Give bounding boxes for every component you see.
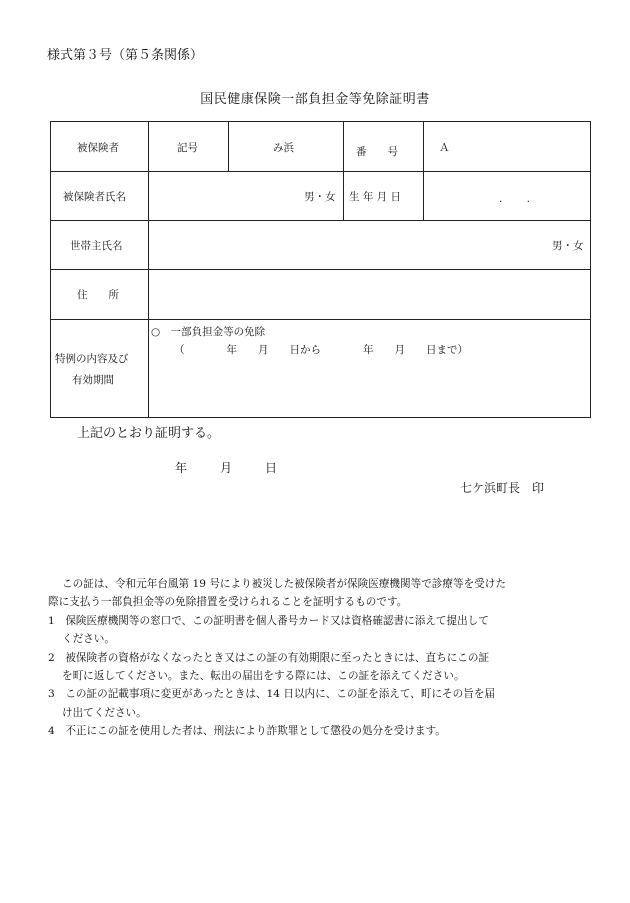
symbol-value: み浜 xyxy=(273,142,294,154)
note-item-1-cont: ください。 xyxy=(62,633,115,646)
note-item-2-cont: を町に返してください。また、転出の届出をする際には、この証を添えてください。 xyxy=(62,670,465,683)
note-item-3-cont: け出てください。 xyxy=(62,706,147,719)
note-item-3: 3 この証の記載事項に変更があったときは、14 日以内に、この証を添えて、町にその旨を届 xyxy=(48,688,496,701)
date-month: 月 xyxy=(220,461,233,475)
row-divider xyxy=(51,319,590,320)
number-value: Ａ xyxy=(439,142,450,154)
birthdate-label: 生 年 月 日 xyxy=(349,191,402,203)
date-year: 年 xyxy=(175,461,188,475)
form-number: 様式第３号（第５条関係） xyxy=(47,48,204,63)
exemption-label: 特例の内容及び xyxy=(55,353,129,365)
birthdate-value: . . xyxy=(499,193,531,205)
insured-sex: 男・女 xyxy=(304,191,336,203)
date-line xyxy=(175,459,277,476)
note-item-4: 4 不正にこの証を使用した者は、刑法により詐欺罪として懲役の処分を受けます。 xyxy=(48,725,446,738)
exemption-option: ○ 一部負担金等の免除 xyxy=(151,326,266,338)
notes-section xyxy=(48,575,583,741)
row-divider xyxy=(51,220,590,221)
insured-name-label: 被保険者氏名 xyxy=(63,191,126,203)
page-title: 国民健康保険一部負担金等免除証明書 xyxy=(200,92,430,107)
column-divider xyxy=(423,122,424,220)
household-sex: 男・女 xyxy=(552,240,584,252)
row-divider xyxy=(51,171,590,172)
notes-intro-cont: 際に支払う一部負担金等の免除措置を受けられることを証明するものです。 xyxy=(48,596,408,609)
household-head-label: 世帯主氏名 xyxy=(70,240,123,252)
notes-intro: この証は、令和元年台風第 19 号により被災した被保険者が保険医療機関等で診療等を受けた xyxy=(62,578,506,590)
symbol-label: 記号 xyxy=(177,142,198,154)
column-divider xyxy=(148,122,149,418)
date-day: 日 xyxy=(265,461,278,475)
insured-label: 被保険者 xyxy=(77,142,119,154)
note-item-2: 2 被保険者の資格がなくなったとき又はこの証の有効期限に至ったときには、直ちにこの証 xyxy=(48,651,490,664)
mayor-seal: 七ケ浜町長 印 xyxy=(460,481,545,495)
row-divider xyxy=(51,269,590,270)
number-label: 番 号 xyxy=(356,146,398,158)
column-divider xyxy=(228,122,229,171)
address-label: 住 所 xyxy=(77,289,119,301)
certificate-table xyxy=(50,121,591,418)
certify-text: 上記のとおり証明する。 xyxy=(77,426,221,441)
validity-label: 有効期間 xyxy=(72,374,114,386)
exemption-period: （ 年 月 日から 年 月 日まで） xyxy=(174,344,468,356)
note-item-1: 1 保険医療機関等の窓口で、この証明書を個人番号カード又は資格確認書に添えて提出して xyxy=(48,614,489,627)
column-divider xyxy=(343,122,344,220)
